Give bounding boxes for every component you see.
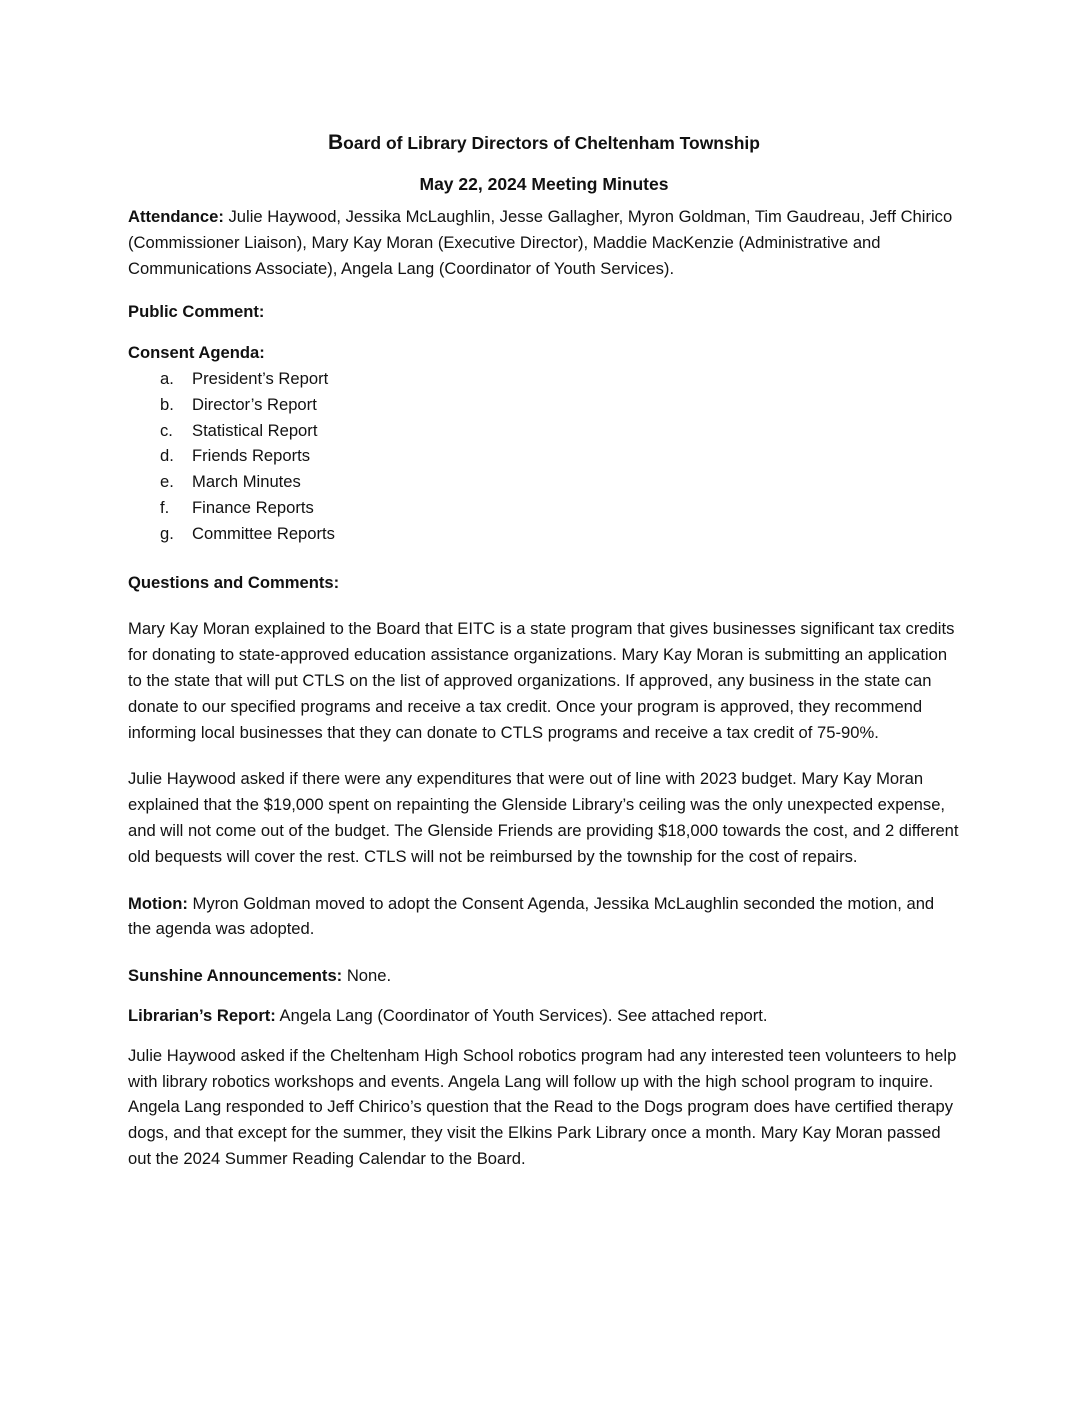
budget-paragraph: Julie Haywood asked if there were any expenditures that were out of line with 2023 budget. Mary Kay Moran explained that the $19,000 spent on repainting the Glenside Library’s ceiling was the only unexpected expense, and will not come out of the budget. The Glenside Friends are providing $18,000 towards the cost, and 2 different old bequests will cover the rest. CTLS will not be reimbursed by the township for the cost of repairs.	[128, 769, 959, 866]
consent-agenda-heading: Consent Agenda:	[128, 343, 265, 363]
librarian-report-text: Angela Lang (Coordinator of Youth Services). See attached report.	[275, 1005, 768, 1025]
attendance-paragraph	[128, 204, 960, 281]
list-item-letter: c.	[160, 420, 173, 440]
list-item-text: Director’s Report	[192, 394, 317, 414]
list-item	[128, 469, 960, 495]
motion-text: Myron Goldman moved to adopt the Consent Agenda, Jessika McLaughlin seconded the motion, and the agenda was adopted.	[128, 893, 935, 939]
list-item-letter: g.	[160, 523, 174, 543]
list-item	[128, 521, 960, 547]
list-item	[128, 418, 960, 444]
list-item-text: March Minutes	[192, 472, 301, 492]
list-item-text: Statistical Report	[192, 420, 318, 440]
list-item	[128, 495, 960, 521]
consent-agenda-list	[128, 366, 960, 547]
list-item	[128, 366, 960, 392]
librarian-report-paragraph	[128, 1003, 960, 1029]
eitc-paragraph: Mary Kay Moran explained to the Board that EITC is a state program that gives businesses significant tax credits for donating to state-approved education assistance organizations. Mary Kay Moran is submitting an application to the state that will put CTLS on the list of approved organizations. If approved, any business in the state can donate to our specified programs and receive a tax credit. Once your program is approved, they recommend informing local businesses that they can donate to CTLS programs and receive a tax credit of 75-90%.	[128, 619, 955, 742]
questions-comments-heading: Questions and Comments:	[128, 572, 340, 592]
librarian-report-label: Librarian’s Report:	[128, 1005, 276, 1025]
title-initial: B	[328, 131, 344, 154]
list-item	[128, 392, 960, 418]
list-item-text: Committee Reports	[192, 523, 335, 543]
sunshine-label: Sunshine Announcements:	[128, 966, 343, 986]
list-item-letter: d.	[160, 446, 174, 466]
list-item-text: Finance Reports	[192, 497, 314, 517]
sunshine-paragraph	[128, 963, 960, 989]
attendance-label: Attendance:	[128, 207, 224, 226]
attendance-text: Julie Haywood, Jessika McLaughlin, Jesse Gallagher, Myron Goldman, Tim Gaudreau, Jeff Chirico (Commissioner Liaison), Mary Kay Moran (Executive Director), Maddie MacKenzie (Administrative and Communications Associate), Angela Lang (Coordinator of Youth Services).	[128, 207, 953, 278]
motion-label: Motion:	[128, 893, 188, 913]
list-item	[128, 443, 960, 469]
list-item-text: President’s Report	[192, 368, 329, 388]
minutes-page	[128, 128, 960, 1172]
motion-paragraph	[128, 891, 960, 943]
list-item-letter: f.	[160, 497, 170, 517]
title-rest: oard of Library Directors of Cheltenham Township	[343, 133, 760, 153]
sunshine-text: None.	[342, 966, 392, 986]
list-item-text: Friends Reports	[192, 446, 311, 466]
list-item-letter: a.	[160, 368, 174, 388]
meeting-date-heading: May 22, 2024 Meeting Minutes	[419, 174, 669, 194]
list-item-letter: e.	[160, 472, 174, 492]
robotics-paragraph: Julie Haywood asked if the Cheltenham High School robotics program had any interested teen volunteers to help with library robotics workshops and events. Angela Lang will follow up with the high school program to inquire. Angela Lang responded to Jeff Chirico’s question that the Read to the Dogs program does have certified therapy dogs, and that except for the summer, they visit the Elkins Park Library once a month. Mary Kay Moran passed out the 2024 Summer Reading Calendar to the Board.	[128, 1045, 957, 1168]
document-title	[128, 132, 960, 154]
list-item-letter: b.	[160, 394, 174, 414]
public-comment-heading: Public Comment:	[128, 302, 265, 322]
